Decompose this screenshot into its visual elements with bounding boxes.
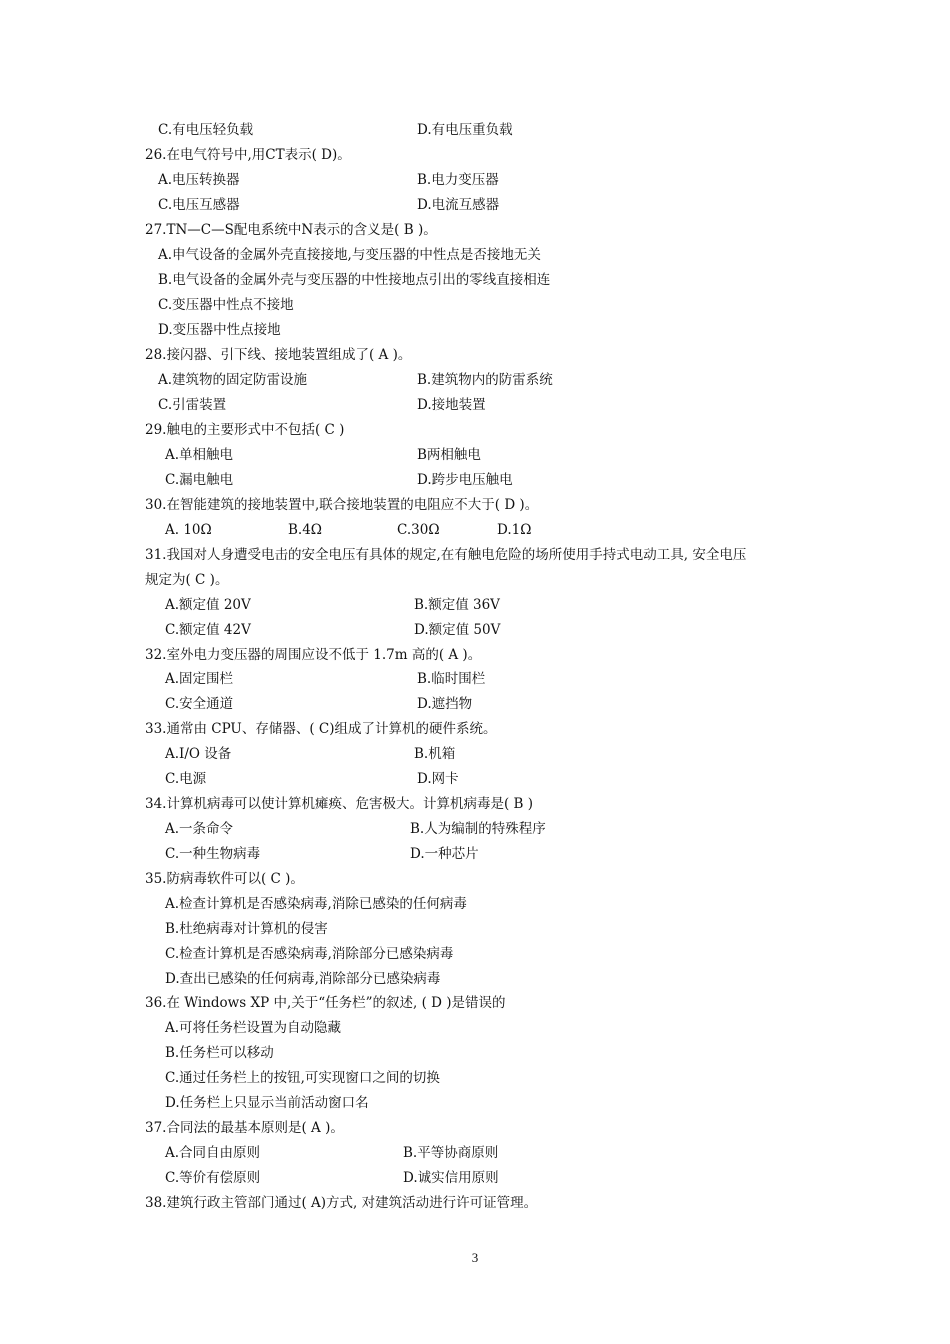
- option-text: B.电力变压器: [417, 172, 499, 188]
- option-text: D.诚实信用原则: [403, 1170, 499, 1186]
- option-text: D.有电压重负载: [417, 122, 513, 138]
- question-text: 37.合同法的最基本原则是( A )。: [145, 1120, 344, 1136]
- option-text: C.等价有偿原则: [165, 1170, 261, 1186]
- option-text: B.平等协商原则: [403, 1145, 499, 1161]
- option-text: C.变压器中性点不接地: [158, 297, 294, 313]
- option-text: B.任务栏可以移动: [165, 1045, 274, 1061]
- option-text: D.跨步电压触电: [417, 472, 513, 488]
- option-text: D.一种芯片: [410, 846, 479, 862]
- option-text: C.额定值 42V: [165, 622, 251, 638]
- question-text: 28.接闪器、引下线、接地装置组成了( A )。: [145, 347, 412, 363]
- option-text: B.人为编制的特殊程序: [410, 821, 546, 837]
- option-text: B.电气设备的金属外壳与变压器的中性接地点引出的零线直接相连: [158, 272, 551, 288]
- option-text: B.机箱: [414, 746, 456, 762]
- option-text: D.1Ω: [497, 522, 532, 538]
- option-text: C.安全通道: [165, 696, 234, 712]
- option-text: A.申气设备的金属外壳直接接地,与变压器的中性点是否接地无关: [158, 247, 541, 263]
- page-number: 3: [471, 1250, 479, 1265]
- option-text: C.电压互感器: [158, 197, 240, 213]
- question-text: 27.TN—C—S配电系统中N表示的含义是( B )。: [145, 222, 437, 238]
- option-text: C.一种生物病毒: [165, 846, 261, 862]
- option-text: C.引雷装置: [158, 397, 227, 413]
- option-text: A.电压转换器: [158, 172, 240, 188]
- question-text: 31.我国对人身遭受电击的安全电压有具体的规定,在有触电危险的场所使用手持式电动工具, 安全电压: [145, 547, 747, 563]
- option-text: A.一条命令: [165, 821, 234, 837]
- option-text: B.4Ω: [288, 522, 322, 538]
- question-text: 32.室外电力变压器的周围应设不低于 1.7m 高的( A )。: [145, 647, 482, 663]
- option-text: A.建筑物的固定防雷设施: [158, 372, 308, 388]
- option-text: B.临时围栏: [417, 671, 486, 687]
- option-text: D.遮挡物: [417, 696, 473, 712]
- option-text: A.额定值 20V: [165, 597, 251, 613]
- option-text: D.接地装置: [417, 397, 486, 413]
- question-text-continued: 规定为( C )。: [145, 572, 229, 588]
- option-text: A.合同自由原则: [165, 1145, 261, 1161]
- option-text: D.任务栏上只显示当前活动窗口名: [165, 1095, 369, 1111]
- option-text: A.可将任务栏设置为自动隐藏: [165, 1020, 342, 1036]
- option-text: A. 10Ω: [165, 522, 212, 538]
- question-text: 33.通常由 CPU、存储器、( C)组成了计算机的硬件系统。: [145, 721, 497, 737]
- option-text: B.杜绝病毒对计算机的侵害: [165, 921, 328, 937]
- option-text: D.变压器中性点接地: [158, 322, 281, 338]
- option-text: B.额定值 36V: [414, 597, 500, 613]
- question-text: 34.计算机病毒可以使计算机瘫痪、危害极大。计算机病毒是( B ): [145, 796, 534, 812]
- question-text: 36.在 Windows XP 中,关于“任务栏”的叙述, ( D )是错误的: [145, 995, 506, 1011]
- option-text: A.固定围栏: [165, 671, 234, 687]
- option-text: C.有电压轻负载: [158, 122, 254, 138]
- option-text: D.电流互感器: [417, 197, 500, 213]
- option-text: B.建筑物内的防雷系统: [417, 372, 553, 388]
- option-text: C.30Ω: [397, 522, 440, 538]
- option-text: D.额定值 50V: [414, 622, 501, 638]
- option-text: B两相触电: [417, 447, 481, 463]
- option-text: C.漏电触电: [165, 472, 234, 488]
- question-text: 26.在电气符号中,用CT表示( D)。: [145, 147, 351, 163]
- option-text: C.电源: [165, 771, 207, 787]
- option-text: C.通过任务栏上的按钮,可实现窗口之间的切换: [165, 1070, 440, 1086]
- option-text: C.检查计算机是否感染病毒,消除部分已感染病毒: [165, 946, 454, 962]
- option-text: A.检查计算机是否感染病毒,消除已感染的任何病毒: [165, 896, 467, 912]
- question-text: 38.建筑行政主管部门通过( A)方式, 对建筑活动进行许可证管理。: [145, 1195, 538, 1211]
- question-text: 35.防病毒软件可以( C )。: [145, 871, 304, 887]
- option-text: D.网卡: [417, 771, 459, 787]
- question-text: 30.在智能建筑的接地装置中,联合接地装置的电阻应不大于( D )。: [145, 497, 539, 513]
- option-text: A.I/O 设备: [165, 746, 232, 762]
- option-text: D.查出已感染的任何病毒,消除部分已感染病毒: [165, 971, 441, 987]
- option-text: A.单相触电: [165, 447, 234, 463]
- question-text: 29.触电的主要形式中不包括( C ): [145, 422, 345, 438]
